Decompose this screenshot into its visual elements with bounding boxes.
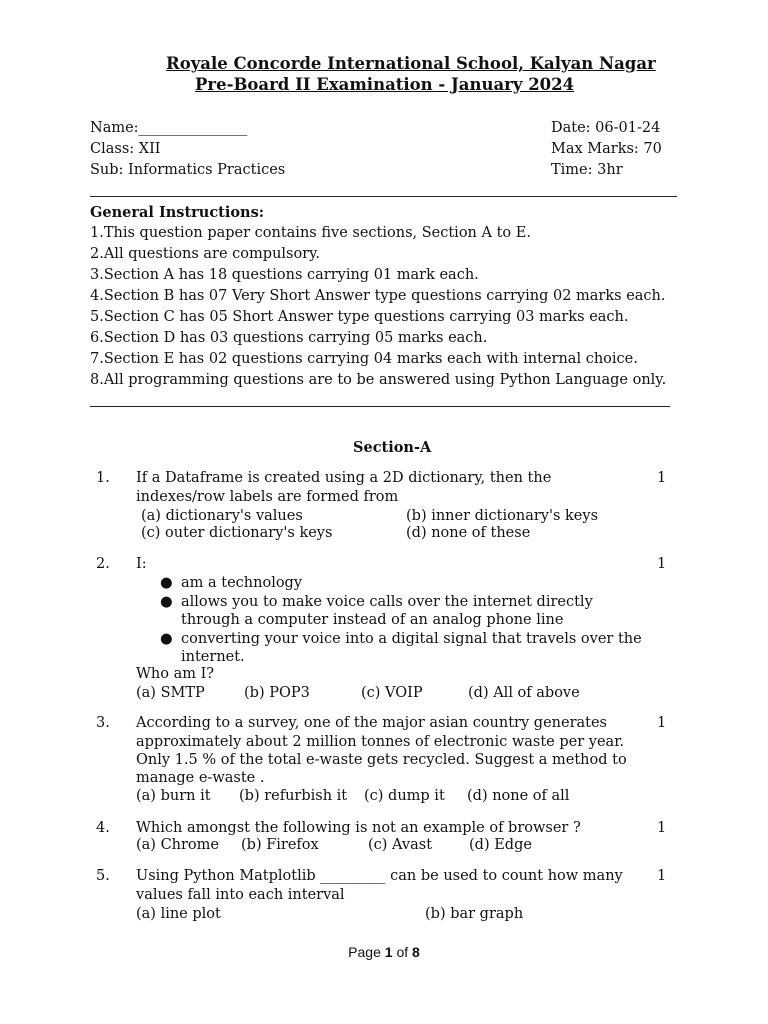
name-field: Name:_______________: [90, 120, 248, 136]
instruction-item: 7.Section E has 02 questions carrying 04 marks each with internal choice.: [90, 351, 638, 367]
question-prompt: Who am I?: [136, 666, 215, 682]
subject-field: Sub: Informatics Practices: [90, 162, 286, 178]
question-text-line: Which amongst the following is not an example of browser ?: [136, 820, 581, 836]
option-c: (c) dump it: [364, 788, 445, 804]
school-name: Royale Concorde International School, Kalyan Nagar: [166, 54, 656, 73]
instructions-heading: General Instructions:: [90, 204, 265, 221]
option-d: (d) Edge: [469, 837, 532, 853]
question-text-line: According to a survey, one of the major asian country generates: [136, 715, 608, 731]
bullet-text: allows you to make voice calls over the internet directly: [181, 593, 593, 610]
bullet-icon: ●: [160, 593, 173, 610]
question-number: 2.: [96, 556, 110, 572]
instruction-item: 6.Section D has 03 questions carrying 05 marks each.: [90, 330, 488, 346]
question-marks: 1: [657, 868, 667, 884]
option-a: (a) Chrome: [136, 837, 219, 853]
option-b: (b) POP3: [244, 685, 310, 701]
question-number: 5.: [96, 868, 110, 884]
option-b: (b) inner dictionary's keys: [406, 508, 599, 524]
bullet-item: [160, 593, 642, 630]
date-field: Date: 06-01-24: [551, 120, 661, 136]
option-c: (c) Avast: [368, 837, 433, 853]
option-a: (a) line plot: [136, 906, 221, 922]
question-text-line: I:: [136, 556, 147, 572]
option-b: (b) Firefox: [241, 837, 319, 853]
option-a: (a) SMTP: [136, 685, 205, 701]
page-word: Page: [348, 944, 381, 960]
question-marks: 1: [657, 470, 667, 486]
max-marks-field: Max Marks: 70: [551, 141, 662, 157]
option-d: (d) none of all: [467, 788, 570, 804]
question-text-line: approximately about 2 million tonnes of electronic waste per year.: [136, 734, 625, 750]
page-footer: [0, 944, 768, 960]
option-d: (d) All of above: [468, 685, 580, 701]
question-marks: 1: [657, 715, 667, 731]
instruction-item: 5.Section C has 05 Short Answer type questions carrying 03 marks each.: [90, 309, 629, 325]
option-a: (a) dictionary's values: [141, 508, 303, 524]
bullet-text: am a technology: [181, 575, 303, 591]
bullet-icon: ●: [160, 575, 173, 591]
option-c: (c) outer dictionary's keys: [141, 525, 333, 541]
option-c: (c) VOIP: [361, 685, 423, 701]
of-word: of: [396, 944, 409, 960]
bullet-text: converting your voice into a digital signal that travels over the: [181, 630, 642, 647]
question-marks: 1: [657, 820, 667, 836]
bullet-text: internet.: [181, 649, 245, 665]
question-marks: 1: [657, 556, 667, 572]
instruction-item: 4.Section B has 07 Very Short Answer type questions carrying 02 marks each.: [90, 288, 666, 304]
option-a: (a) burn it: [136, 788, 211, 804]
exam-title: Pre-Board II Examination - January 2024: [195, 75, 575, 94]
instruction-item: 3.Section A has 18 questions carrying 01 mark each.: [90, 267, 479, 283]
question-text-line: Using Python Matplotlib _________ can be used to count how many: [136, 868, 623, 884]
total-pages: 8: [412, 944, 420, 960]
option-b: (b) refurbish it: [239, 788, 348, 804]
question-number: 4.: [96, 820, 110, 836]
question-number: 3.: [96, 715, 110, 731]
bullet-item: [160, 574, 642, 593]
bullet-text: through a computer instead of an analog phone line: [181, 612, 564, 628]
question-text-line: values fall into each interval: [136, 887, 345, 903]
class-field: Class: XII: [90, 141, 161, 157]
bullet-icon: ●: [160, 630, 173, 647]
question-text-line: Only 1.5 % of the total e-waste gets recycled. Suggest a method to: [136, 752, 627, 768]
instruction-item: 8.All programming questions are to be answered using Python Language only.: [90, 372, 667, 388]
instruction-item: 1.This question paper contains five sections, Section A to E.: [90, 225, 531, 241]
bullet-item: [160, 630, 642, 667]
option-d: (d) none of these: [406, 525, 531, 541]
divider-top: [90, 196, 677, 197]
question-number: 1.: [96, 470, 110, 486]
instruction-item: 2.All questions are compulsory.: [90, 246, 321, 262]
section-title: Section-A: [353, 439, 432, 456]
time-field: Time: 3hr: [551, 162, 623, 178]
question-text-line: manage e-waste .: [136, 770, 265, 786]
question-text-line: indexes/row labels are formed from: [136, 489, 399, 505]
bullet-list: [160, 574, 642, 667]
question-text-line: If a Dataframe is created using a 2D dictionary, then the: [136, 470, 552, 486]
current-page: 1: [384, 944, 393, 960]
option-b: (b) bar graph: [425, 906, 524, 922]
divider-bottom: [90, 406, 670, 407]
